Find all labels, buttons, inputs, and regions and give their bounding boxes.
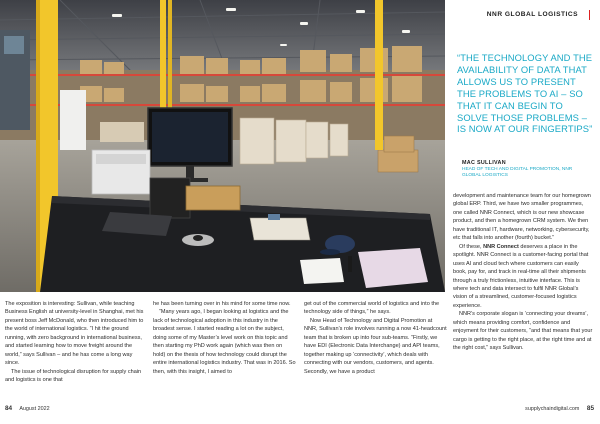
page-number-left: 84 <box>5 405 13 412</box>
paragraph: The issue of technological disruption for supply chain and logistics is one that <box>5 368 142 384</box>
quote-author-role: HEAD OF TECH AND DIGITAL PROMOTION, NNR GLOBAL LOGISTICS <box>462 167 573 178</box>
paragraph: The exposition is interesting: Sullivan, while teaching Business English at university-level in Shanghai, met his present boss Jeff McDonald, who then introduced him to the world of international logistics. “I hit the ground running, with zero background in international business, and started learning how to move freight around the world,” says Sullivan – and he has come a long way since. <box>5 301 144 367</box>
section-header <box>445 0 600 26</box>
paragraph <box>453 243 593 311</box>
paragraph: Now Head of Technology and Digital Promotion at NNR, Sullivan’s role involves running a now 41-headcount team that is broken up into four sub-teams. “Firstly, we have EDI (Electronic Data Interchange) and API teams, together making up ‘connectivity’, which deals with connecting with our vendors, customers, and agents. Secondly, we have a product <box>304 317 447 375</box>
paragraph: development and maintenance team for our homegrown global ERP. Third, we have two smaller programmes, one called NNR Connect, which is our new showcase product, and then a homegrown CRM system. We then have traditional IT, hardware, networking, cybersecurity, etc that falls into another (fourth) bucket.” <box>453 193 591 242</box>
section-title: NNR GLOBAL LOGISTICS <box>486 11 578 18</box>
website-link[interactable]: supplychaindigital.com <box>525 406 580 412</box>
paragraph: “Many years ago, I began looking at logistics and the lack of technological adoption in this industry in the broadest sense. I started reading a lot on the subject, doing some of my Master’s level work on this topic and then starting my PhD work again (which was then on hold) on the thesis of how technology could disrupt the entire international logistics industry. That was in 2016. So then, with this insight, I aimed to <box>153 309 296 375</box>
header-accent-bar <box>589 10 590 20</box>
paragraph: he has been turning over in his mind for some time now. <box>153 301 291 307</box>
issue-date: August 2022 <box>19 406 50 412</box>
footer-left <box>5 405 50 419</box>
footer-right <box>525 405 594 419</box>
page-number-right: 85 <box>586 405 594 412</box>
body-column-1 <box>5 300 145 385</box>
paragraph: NNR’s corporate slogan is ‘connecting your dreams’, which means providing comfort, confidence and enjoyment for their customers, “and that means that your cargo is getting to the right place, at the right time and at the right cost,” says Sullivan. <box>453 311 593 352</box>
paragraph-body: deserves a place in the spotlight. NNR Connect is a customer-facing portal that uses AI and cloud tech where customers can easily book, pay for, and track in real-time all their shipments through a truly frictionless, intuitive interface. This is where tech and data intersect to fulfil NNR Global’s vision of a streamlined, customer-focused logistics experience. <box>453 243 589 309</box>
body-column-2 <box>153 300 296 376</box>
quote-author-name: MAC SULLIVAN <box>462 160 506 166</box>
product-name-emphasis: NNR Connect <box>483 243 519 250</box>
paragraph-lead: Of these, <box>459 243 484 250</box>
quote-attribution <box>462 160 592 179</box>
pull-quote: “THE TECHNOLOGY AND THE AVAILABILITY OF DATA THAT ALLOWS US TO PRESENT THE PROBLEMS TO AI – SO THAT IT CAN BEGIN TO SOLVE THOSE PROBLEMS – IS NOW AT OUR FINGERTIPS” <box>457 52 593 135</box>
body-column-3 <box>304 300 447 376</box>
body-column-4 <box>453 192 593 353</box>
paragraph: get out of the commercial world of logistics and into the technology side of things,” he says. <box>304 301 440 316</box>
